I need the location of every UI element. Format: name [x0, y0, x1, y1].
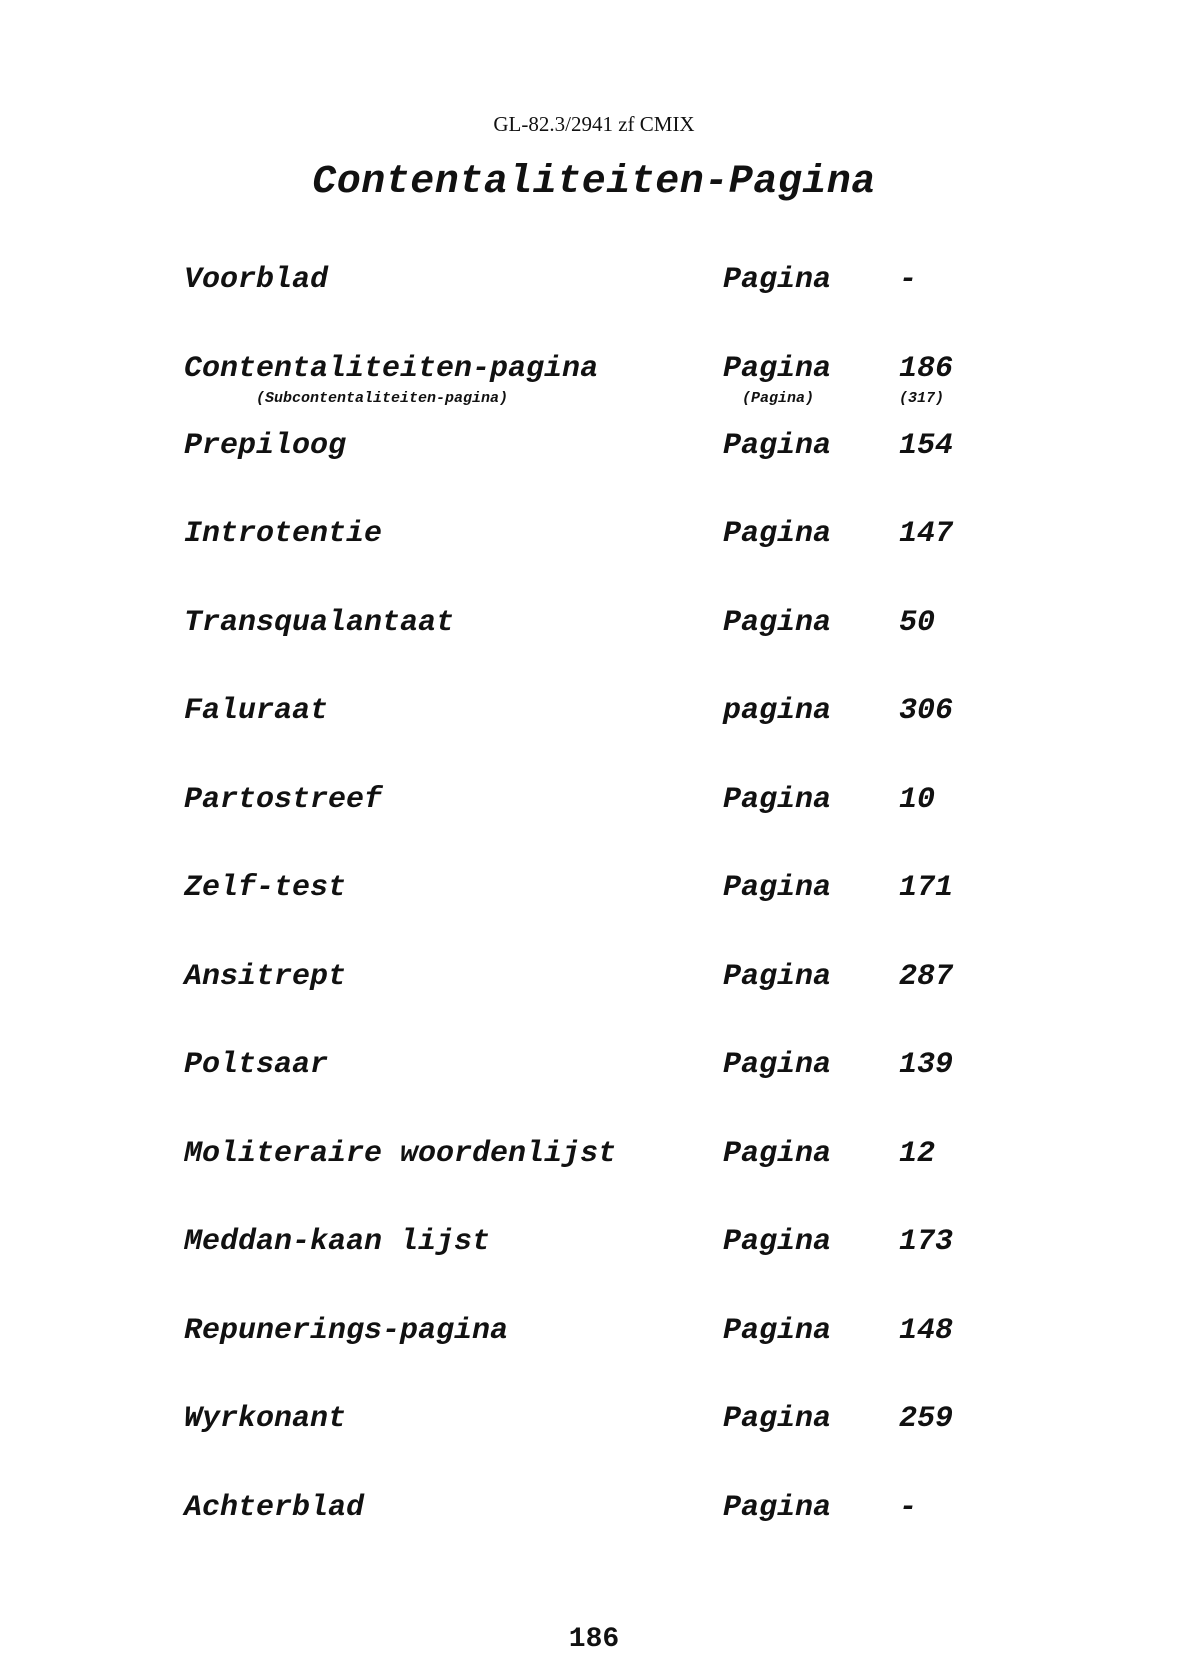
toc-entry-page-number: 186: [899, 352, 954, 386]
toc-sub-entry-page-number: (317): [899, 390, 945, 407]
document-reference: GL-82.3/2941 zf CMIX: [493, 112, 695, 136]
toc-entry-title: Zelf-test: [184, 871, 347, 905]
toc-entry-title: Partostreef: [184, 783, 383, 817]
toc-entry-page-number: -: [899, 263, 918, 297]
toc-entry-page-label: Pagina: [723, 960, 832, 994]
toc-entry: [0, 1225, 1188, 1265]
toc-entry-page-label: Pagina: [723, 871, 832, 905]
toc-entry-page-number: 147: [899, 517, 954, 551]
toc-entry-title: Wyrkonant: [184, 1402, 347, 1436]
toc-entry-title: Prepiloog: [184, 429, 347, 463]
toc-entry-page-number: 139: [899, 1048, 954, 1082]
toc-entry-page-label: Pagina: [723, 1314, 832, 1348]
toc-entry: [0, 1491, 1188, 1531]
toc-entry: [0, 1048, 1188, 1088]
toc-entry-page-number: 148: [899, 1314, 954, 1348]
toc-entry: [0, 1137, 1188, 1177]
toc-entry-page-number: 10: [899, 783, 936, 817]
page-title: Contentaliteiten-Pagina: [312, 160, 876, 205]
toc-entry: [0, 429, 1188, 469]
toc-entry-page-number: 154: [899, 429, 954, 463]
page-number: 186: [568, 1624, 620, 1655]
toc-entry-title: Voorblad: [184, 263, 329, 297]
toc-entry-title: Achterblad: [184, 1491, 365, 1525]
toc-sub-entry-page-label: (Pagina): [742, 390, 815, 407]
toc-entry-page-label: Pagina: [723, 517, 832, 551]
toc-entry-title: Moliteraire woordenlijst: [184, 1137, 617, 1171]
toc-entry-title: Ansitrept: [184, 960, 347, 994]
toc-entry: [0, 606, 1188, 646]
toc-entry-page-label: Pagina: [723, 783, 832, 817]
toc-entry-page-label: Pagina: [723, 1137, 832, 1171]
toc-entry-title: Contentaliteiten-pagina: [184, 352, 599, 386]
toc-entry-page-label: Pagina: [723, 1402, 832, 1436]
toc-entry-page-number: 171: [899, 871, 954, 905]
toc-entry-page-label: Pagina: [723, 606, 832, 640]
toc-entry-page-label: Pagina: [723, 1048, 832, 1082]
toc-entry: [0, 871, 1188, 911]
toc-entry-page-label: Pagina: [723, 429, 832, 463]
toc-entry-title: Faluraat: [184, 694, 329, 728]
toc-entry-page-number: 12: [899, 1137, 936, 1171]
toc-entry-page-number: 259: [899, 1402, 954, 1436]
toc-entry-page-label: Pagina: [723, 1491, 832, 1525]
toc-entry: [0, 960, 1188, 1000]
toc-entry-title: Poltsaar: [184, 1048, 329, 1082]
toc-entry-page-label: Pagina: [723, 352, 832, 386]
toc-entry: [0, 263, 1188, 303]
toc-entry-page-number: -: [899, 1491, 918, 1525]
toc-entry-title: Repunerings-pagina: [184, 1314, 509, 1348]
toc-entry-page-label: pagina: [723, 694, 832, 728]
toc-entry: [0, 1314, 1188, 1354]
toc-entry-title: Introtentie: [184, 517, 383, 551]
toc-sub-entry-title: (Subcontentaliteiten-pagina): [256, 390, 509, 407]
toc-entry: [0, 352, 1188, 392]
toc-entry: [0, 517, 1188, 557]
toc-entry-page-label: Pagina: [723, 263, 832, 297]
toc-entry: [0, 694, 1188, 734]
toc-entry-title: Transqualantaat: [184, 606, 455, 640]
toc-entry-title: Meddan-kaan lijst: [184, 1225, 491, 1259]
toc-entry-page-number: 287: [899, 960, 954, 994]
toc-entry-page-number: 173: [899, 1225, 954, 1259]
toc-entry-page-number: 50: [899, 606, 936, 640]
toc-sub-entry: [0, 390, 1188, 410]
toc-entry-page-number: 306: [899, 694, 954, 728]
toc-entry: [0, 1402, 1188, 1442]
toc-entry-page-label: Pagina: [723, 1225, 832, 1259]
toc-entry: [0, 783, 1188, 823]
